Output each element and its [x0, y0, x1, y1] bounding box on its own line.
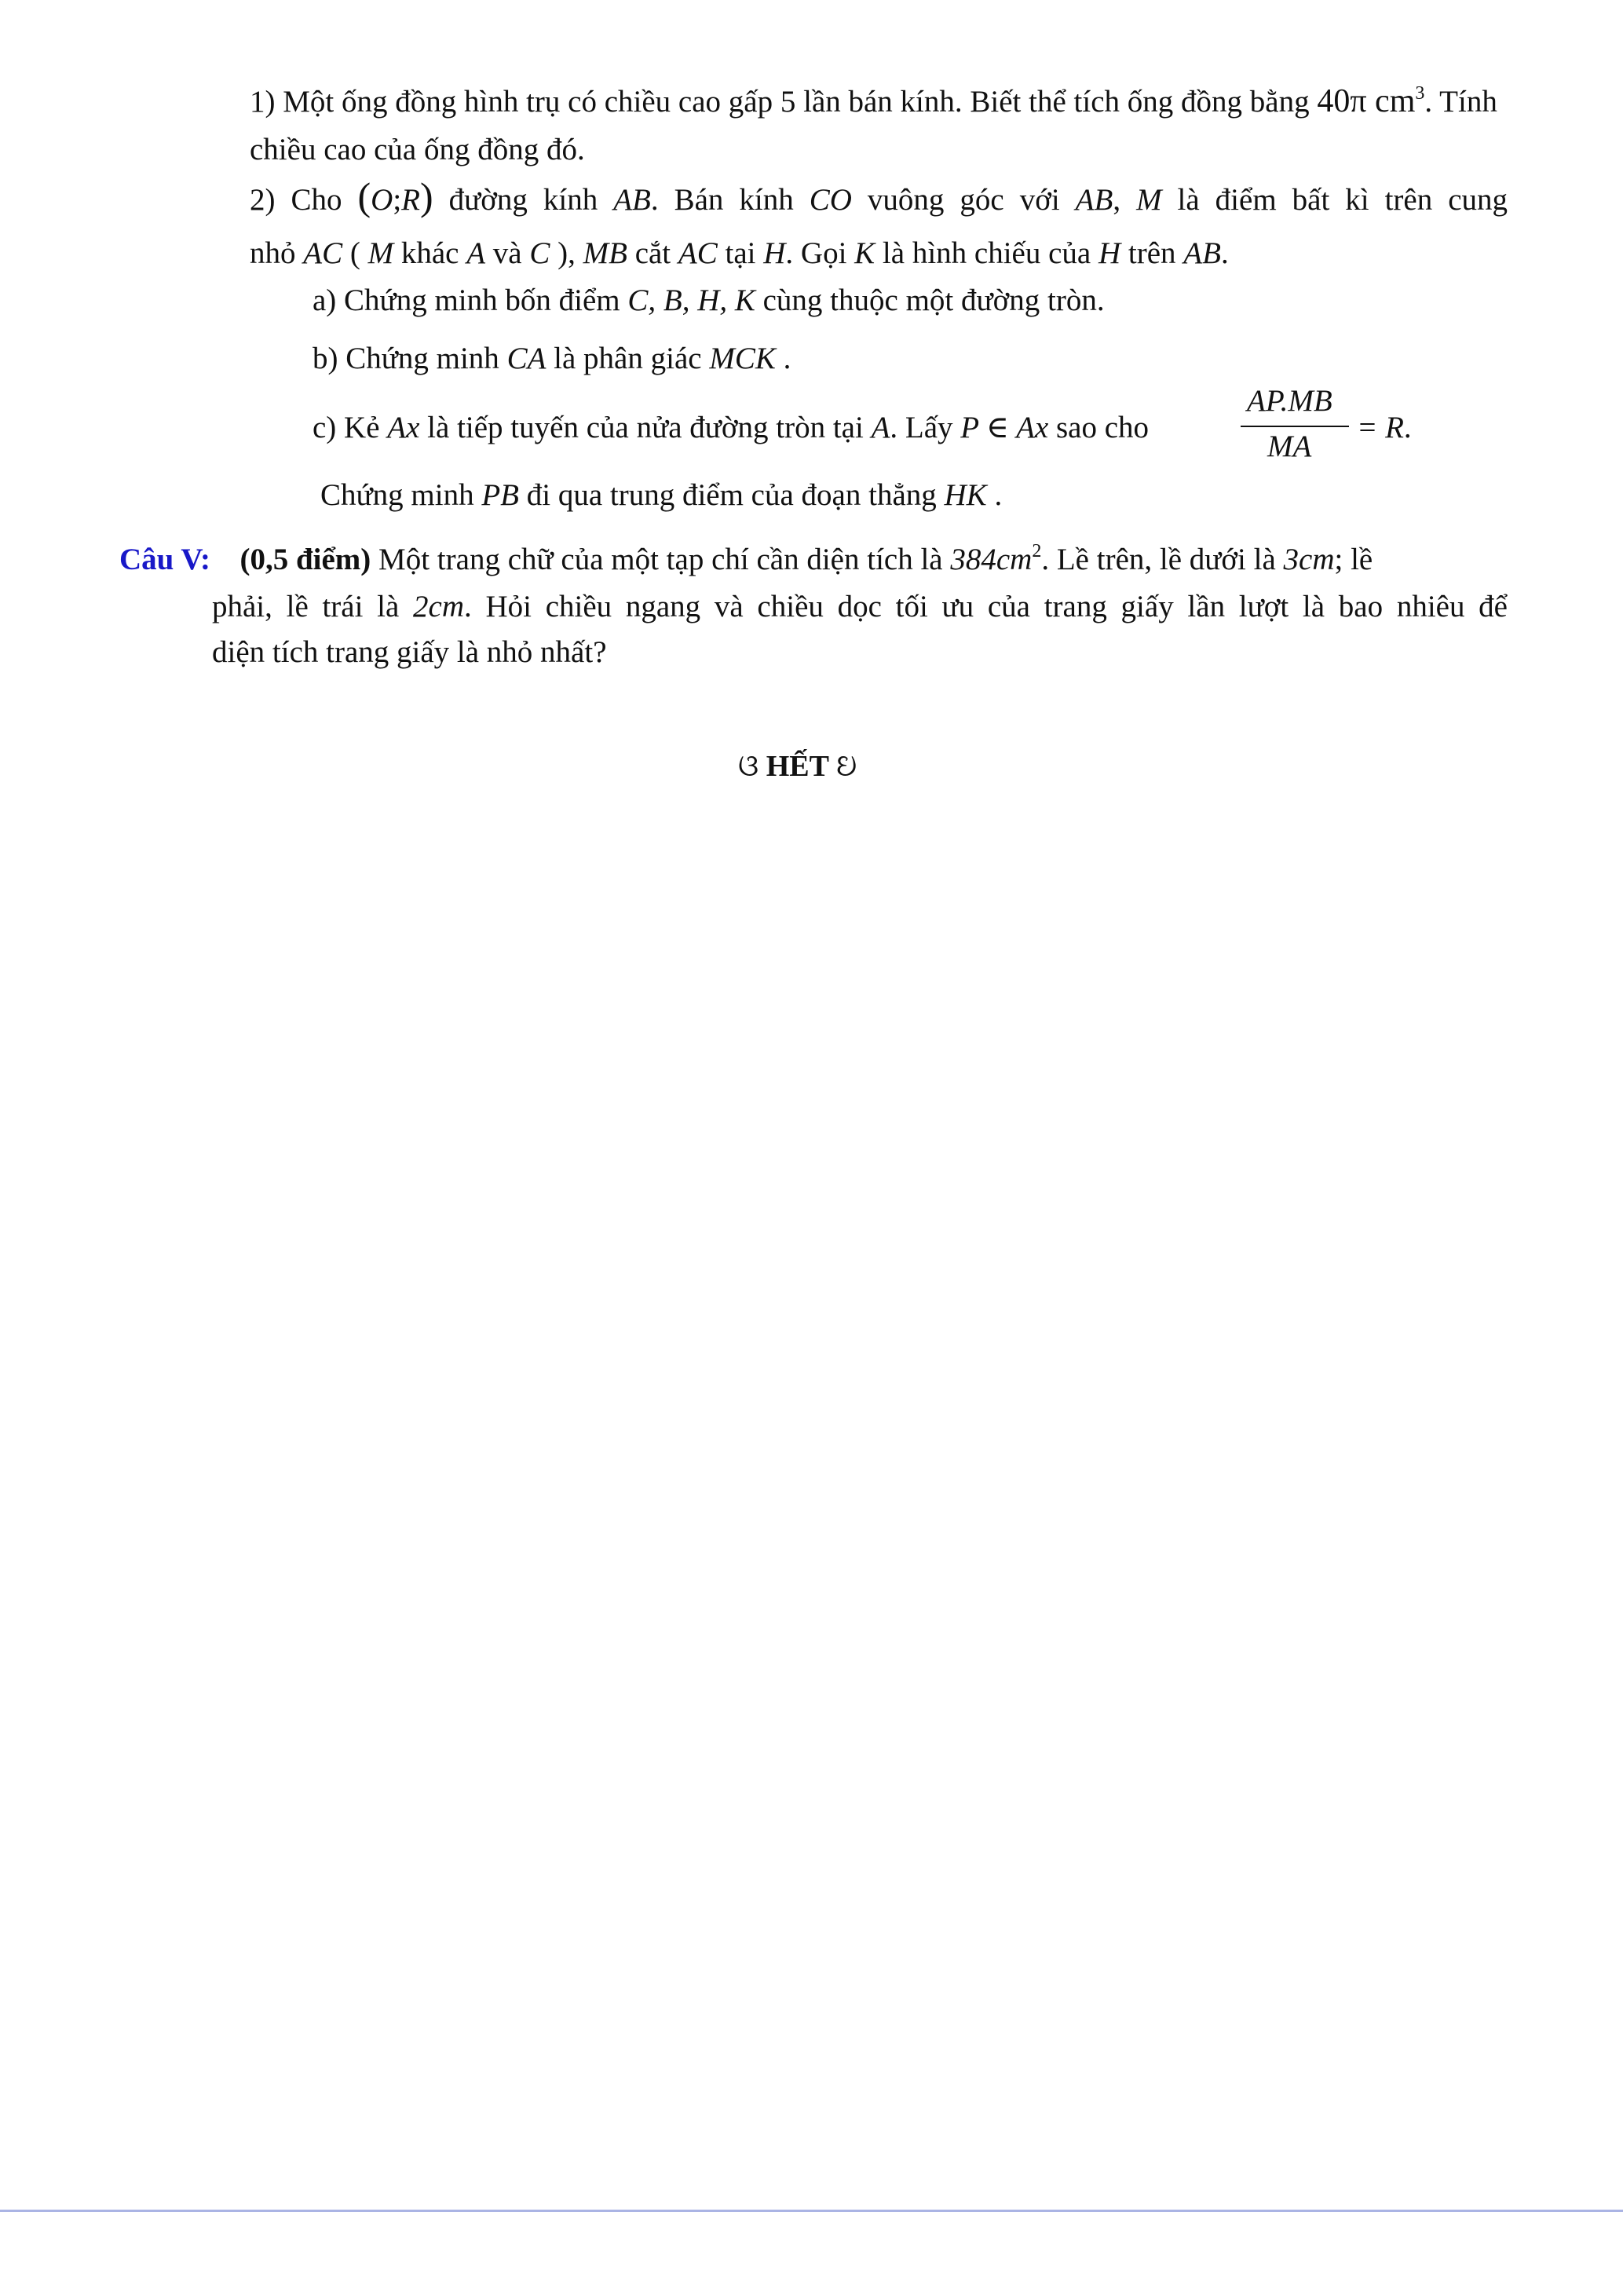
volume-value: 40π — [1317, 83, 1367, 119]
math-CO: CO — [809, 183, 852, 217]
problem1-text-2: chiều cao của ống đồng đó. — [250, 133, 585, 166]
end-marker — [738, 749, 857, 784]
text: c) Kẻ — [313, 411, 388, 444]
ornament-right-icon: ଓ — [835, 750, 857, 783]
text: . — [1220, 236, 1229, 270]
text: ; lề — [1334, 543, 1373, 576]
math-A: A — [871, 411, 890, 444]
text: cùng thuộc một đường tròn. — [755, 283, 1105, 317]
fraction-numerator: AP.MB — [1247, 384, 1332, 418]
problem1-line2 — [250, 130, 585, 170]
problem2-intro: 2) Cho — [250, 183, 358, 217]
math-margin-1: 3cm — [1283, 543, 1335, 576]
q5-line1 — [119, 540, 1508, 579]
part-c-proof — [320, 476, 1002, 515]
math-AB: AB — [1183, 236, 1221, 270]
fraction-bar — [1241, 426, 1349, 427]
question-label: Câu V: — [119, 543, 210, 576]
semicolon: ; — [393, 183, 402, 217]
text: . Gọi — [785, 236, 855, 270]
math-H: H — [763, 236, 786, 270]
math-AC: AC — [678, 236, 718, 270]
math-CA: CA — [506, 342, 546, 375]
text: Một trang chữ của một tạp chí cần diện tích là — [371, 543, 951, 576]
math-margin-2: 2cm — [413, 590, 465, 623]
problem1-tail: . Tính — [1424, 85, 1497, 119]
paren-close: ) — [419, 174, 433, 218]
math-H: H — [1098, 236, 1121, 270]
part-c — [313, 408, 1149, 448]
text: sao cho — [1048, 411, 1150, 444]
text: là điểm bất kì trên cung — [1161, 183, 1508, 217]
math-PB: PB — [481, 478, 519, 512]
paren-open: ( — [357, 174, 371, 218]
problem2-line1 — [250, 174, 1508, 220]
question-points: (0,5 điểm) — [239, 543, 371, 576]
text: tại — [717, 236, 764, 270]
text: là phân giác — [546, 342, 710, 375]
text: ), — [550, 236, 583, 270]
math-C: C — [529, 236, 550, 270]
text: đường kính — [448, 183, 614, 217]
math-MCK: MCK — [709, 342, 776, 375]
problem2-line2 — [250, 234, 1229, 273]
text: diện tích trang giấy là nhỏ nhất? — [212, 635, 607, 669]
math-HK: HK — [944, 478, 987, 512]
text: vuông góc với — [851, 183, 1076, 217]
q5-line2 — [212, 587, 1508, 627]
math-condition: P ∈ Ax — [960, 411, 1049, 444]
text: . Lề trên, lề dưới là — [1041, 543, 1284, 576]
text: và — [485, 236, 530, 270]
text: b) Chứng minh — [313, 342, 507, 375]
problem1-text: 1) Một ống đồng hình trụ có chiều cao gấp 5 lần bán kính. Biết thể tích ống đồng bằng — [250, 85, 1318, 119]
circle-center: O — [371, 183, 393, 217]
math-M: M — [367, 236, 394, 270]
volume-exponent: 3 — [1415, 83, 1425, 104]
math-K: K — [854, 236, 875, 270]
text: . Hỏi chiều ngang và chiều dọc tối ưu của trang giấy lần lượt là bao nhiêu để — [464, 590, 1508, 623]
math-area: 384cm — [950, 543, 1033, 576]
text: là tiếp tuyến của nửa đường tròn tại — [419, 411, 872, 444]
problem1-line1 — [250, 82, 1497, 122]
text: . Bán kính — [650, 183, 810, 217]
math-A: A — [466, 236, 486, 270]
text: trên — [1120, 236, 1184, 270]
text: phải, lề trái là — [212, 590, 414, 623]
math-MB: MB — [583, 236, 627, 270]
text: khác — [393, 236, 467, 270]
part-a — [313, 281, 1105, 320]
text: . — [986, 478, 1003, 512]
math-equals-R: = R — [1357, 411, 1404, 444]
math-AC: AC — [303, 236, 343, 270]
ornament-left-icon: ଓ — [738, 750, 759, 783]
text: cắt — [627, 236, 678, 270]
text: đi qua trung điểm của đoạn thẳng — [518, 478, 945, 512]
q5-line3 — [212, 633, 607, 672]
text: , — [1113, 183, 1137, 217]
text: ( — [342, 236, 368, 270]
area-exponent: 2 — [1032, 541, 1042, 561]
math-points: C, B, H, K — [627, 283, 755, 317]
circle-radius: R — [401, 183, 420, 217]
footer-divider — [0, 2210, 1623, 2212]
volume-unit: cm — [1375, 83, 1416, 119]
math-AB: AB — [1075, 183, 1113, 217]
end-text: HẾT — [766, 750, 829, 783]
math-M: M — [1136, 183, 1162, 217]
text: . Lấy — [890, 411, 961, 444]
text: nhỏ — [250, 236, 304, 270]
fraction-denominator: MA — [1267, 430, 1312, 463]
text: . — [1403, 411, 1412, 444]
fraction-result — [1357, 408, 1412, 448]
text: Chứng minh — [320, 478, 482, 512]
part-b — [313, 339, 791, 378]
math-AB: AB — [613, 183, 651, 217]
text: . — [775, 342, 791, 375]
text: là hình chiếu của — [875, 236, 1098, 270]
text: a) Chứng minh bốn điểm — [313, 283, 628, 317]
math-Ax: Ax — [387, 411, 420, 444]
